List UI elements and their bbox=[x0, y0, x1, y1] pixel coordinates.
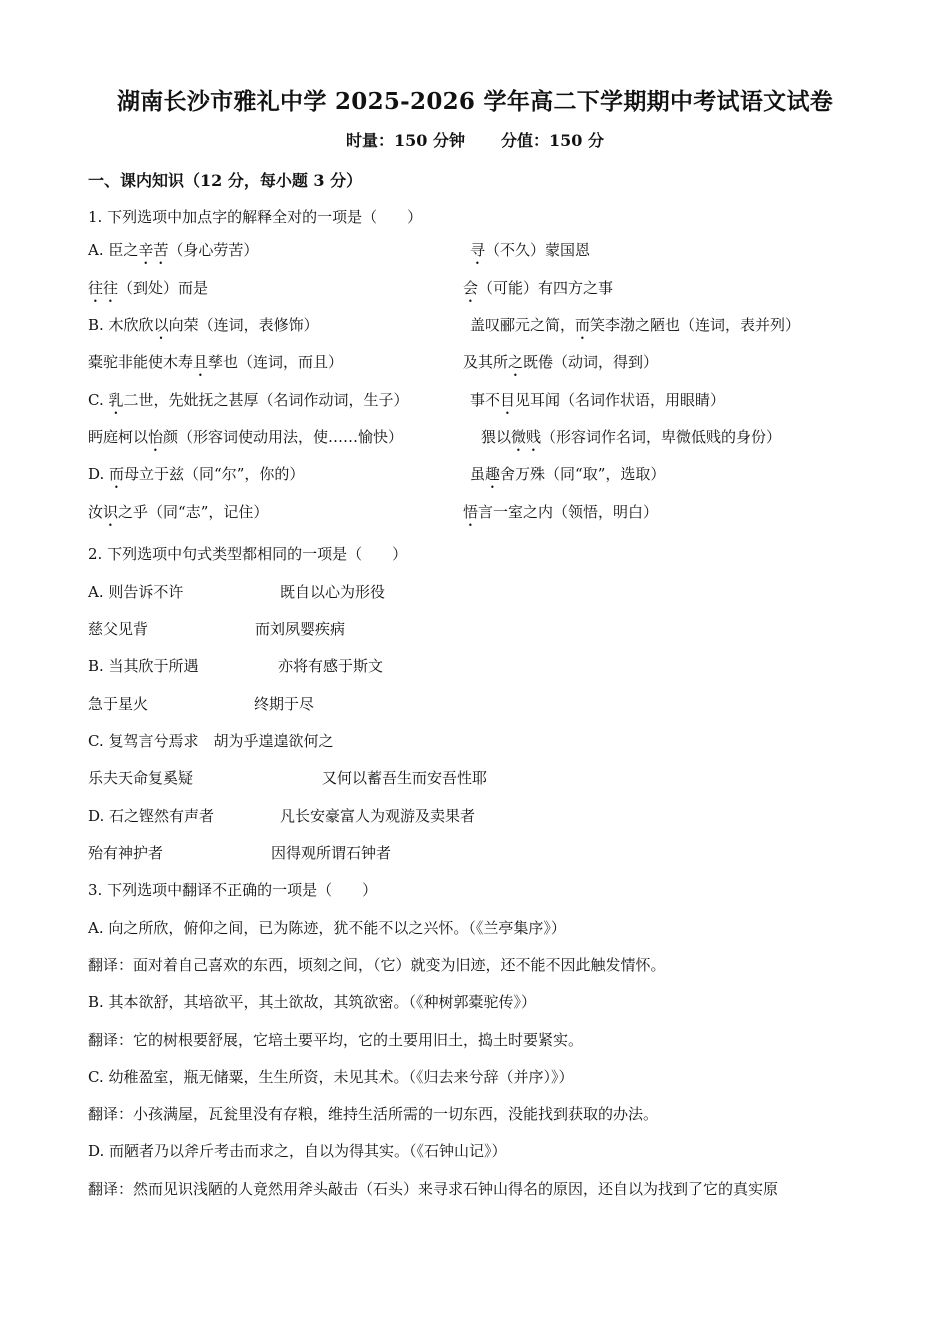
q2-option-d-4: 因得观所谓石钟者 bbox=[271, 844, 392, 862]
q1-option-d-3: 汝识之乎（同“志”，记住） bbox=[88, 503, 269, 521]
q1-option-c-3: 眄庭柯以怡颜（形容词使动用法，使……愉快） bbox=[88, 428, 404, 446]
q2-option-a-4: 而刘夙婴疾病 bbox=[255, 620, 346, 638]
q3-stem: 3. 下列选项中翻译不正确的一项是（ ） bbox=[88, 881, 378, 899]
q2-option-b-1: B. 当其欣于所遇 bbox=[88, 657, 199, 675]
q2-option-c-1: C. 复驾言兮焉求 胡为乎遑遑欲何之 bbox=[88, 732, 334, 750]
exam-score: 分值：150 分 bbox=[501, 131, 604, 150]
q3-option-b: B. 其本欲舒，其培欲平，其土欲故，其筑欲密。（《种树郭橐驼传》） bbox=[88, 993, 537, 1011]
q1-option-a-4: 会（可能）有四方之事 bbox=[463, 279, 614, 297]
q1-option-c-2: 事不目见耳闻（名词作状语，用眼睛） bbox=[470, 391, 726, 409]
q2-option-b-4: 终期于尽 bbox=[254, 695, 315, 713]
q3-option-a-translation: 翻译：面对着自己喜欢的东西，顷刻之间，（它）就变为旧迹，还不能不因此触发情怀。 bbox=[88, 956, 666, 974]
q1-option-b-1: B. 木欣欣以向荣（连词，表修饰） bbox=[88, 316, 319, 334]
q3-option-c: C. 幼稚盈室，瓶无储粟，生生所资，未见其术。（《归去来兮辞（并序）》） bbox=[88, 1068, 574, 1086]
q2-stem: 2. 下列选项中句式类型都相同的一项是（ ） bbox=[88, 545, 408, 563]
q3-option-b-translation: 翻译：它的树根要舒展，它培土要平均，它的土要用旧土，捣土时要紧实。 bbox=[88, 1031, 584, 1049]
q1-option-a-2: 寻（不久）蒙国恩 bbox=[470, 241, 591, 259]
q2-option-d-1: D. 石之铿然有声者 bbox=[88, 807, 215, 825]
q1-option-d-4: 悟言一室之内（领悟，明白） bbox=[463, 503, 659, 521]
q2-option-b-2: 亦将有感于斯文 bbox=[278, 657, 384, 675]
q3-option-d-translation: 翻译：然而见识浅陋的人竟然用斧头敲击（石头）来寻求石钟山得名的原因，还自以为找到了它的真实原 bbox=[88, 1180, 779, 1198]
q2-option-c-3: 乐夫天命复奚疑 bbox=[88, 769, 194, 787]
q1-option-a-3: 往往（到处）而是 bbox=[88, 279, 209, 297]
exam-meta bbox=[0, 128, 950, 151]
section-1-title: 一、课内知识（12 分，每小题 3 分） bbox=[88, 171, 363, 190]
q2-option-a-3: 慈父见背 bbox=[88, 620, 149, 638]
q3-option-a: A. 向之所欣，俯仰之间，已为陈迹，犹不能不以之兴怀。（《兰亭集序》） bbox=[88, 919, 566, 937]
q2-option-a-1: A. 则告诉不许 bbox=[88, 583, 184, 601]
exam-time: 时量：150 分钟 bbox=[346, 131, 465, 150]
q2-option-d-2: 凡长安豪富人为观游及卖果者 bbox=[280, 807, 476, 825]
q1-option-d-2: 虽趣舍万殊（同“取”，选取） bbox=[470, 465, 666, 483]
q1-option-a-1: A. 臣之辛苦（身心劳苦） bbox=[88, 241, 259, 259]
q1-option-c-4: 猥以微贱（形容词作名词，卑微低贱的身份） bbox=[481, 428, 782, 446]
q1-option-d-1: D. 而母立于兹（同“尔”，你的） bbox=[88, 465, 305, 483]
q2-option-b-3: 急于星火 bbox=[88, 695, 149, 713]
q1-option-b-4: 及其所之既倦（动词，得到） bbox=[463, 353, 659, 371]
q2-option-c-4: 又何以蓄吾生而安吾性耶 bbox=[322, 769, 488, 787]
q1-option-b-3: 橐驼非能使木寿且孳也（连词，而且） bbox=[88, 353, 344, 371]
q1-option-c-1: C. 乳二世，先妣抚之甚厚（名词作动词，生子） bbox=[88, 391, 409, 409]
q2-option-a-2: 既自以心为形役 bbox=[280, 583, 386, 601]
q3-option-c-translation: 翻译：小孩满屋，瓦瓮里没有存粮，维持生活所需的一切东西，没能找到获取的办法。 bbox=[88, 1105, 659, 1123]
q1-stem: 1. 下列选项中加点字的解释全对的一项是（ ） bbox=[88, 208, 423, 226]
q2-option-d-3: 殆有神护者 bbox=[88, 844, 164, 862]
exam-title: 湖南长沙市雅礼中学 2025-2026 学年高二下学期期中考试语文试卷 bbox=[116, 88, 834, 115]
q3-option-d: D. 而陋者乃以斧斤考击而求之，自以为得其实。（《石钟山记》） bbox=[88, 1142, 507, 1160]
q1-option-b-2: 盖叹郦元之简，而笑李渤之陋也（连词，表并列） bbox=[470, 316, 801, 334]
